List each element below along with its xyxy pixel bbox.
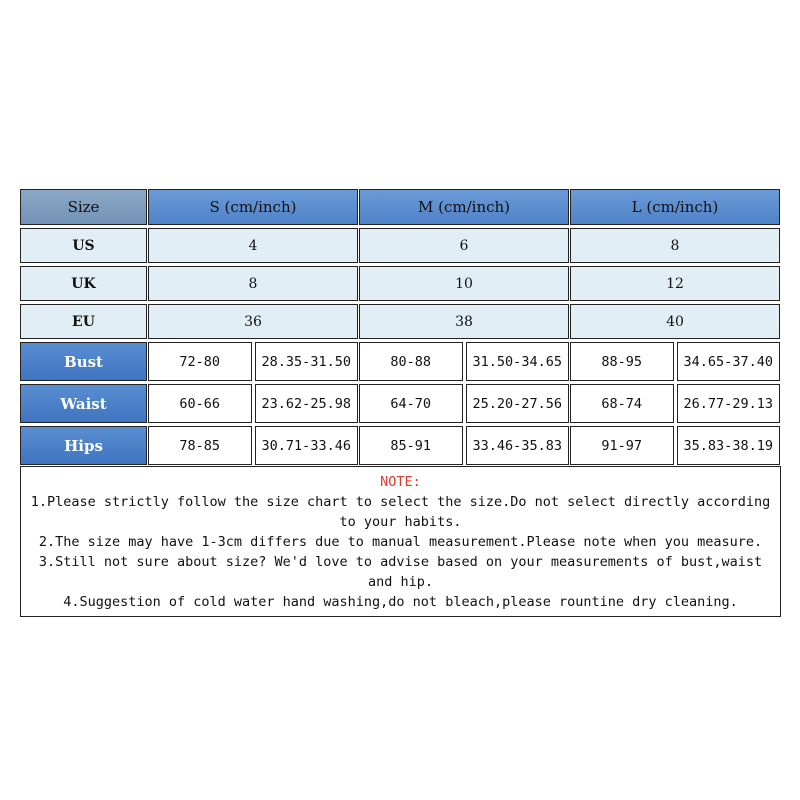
waist-m-inch: 25.20-27.56 (466, 384, 570, 423)
waist-l-cm: 68-74 (570, 384, 674, 423)
bust-l-inch: 34.65-37.40 (677, 342, 781, 381)
uk-l-value: 12 (570, 266, 780, 301)
waist-m-cell (359, 384, 569, 423)
waist-s-inch: 23.62-25.98 (255, 384, 359, 423)
waist-l-cell (570, 384, 780, 423)
bust-m-cell (359, 342, 569, 381)
bust-l-cell (570, 342, 780, 381)
size-grid (20, 189, 781, 468)
bust-s-inch: 28.35-31.50 (255, 342, 359, 381)
uk-s-value: 8 (148, 266, 358, 301)
hips-l-inch: 35.83-38.19 (677, 426, 781, 465)
size-m-header: M (cm/inch) (359, 189, 569, 225)
bust-s-cm: 72-80 (148, 342, 252, 381)
size-header: Size (20, 189, 147, 225)
hips-m-inch: 33.46-35.83 (466, 426, 570, 465)
eu-s-value: 36 (148, 304, 358, 339)
hips-s-inch: 30.71-33.46 (255, 426, 359, 465)
us-l-value: 8 (570, 228, 780, 263)
row-label-hips: Hips (20, 426, 147, 465)
bust-l-cm: 88-95 (570, 342, 674, 381)
row-label-eu: EU (20, 304, 147, 339)
note-box (20, 466, 781, 617)
row-label-uk: UK (20, 266, 147, 301)
note-line-4: 4.Suggestion of cold water hand washing,do not bleach,please rountine dry cleaning. (63, 594, 738, 610)
bust-s-cell (148, 342, 358, 381)
hips-s-cm: 78-85 (148, 426, 252, 465)
row-label-us: US (20, 228, 147, 263)
note-line-2: 2.The size may have 1-3cm differs due to manual measurement.Please note when you measure. (38, 534, 763, 550)
hips-l-cm: 91-97 (570, 426, 674, 465)
size-s-header: S (cm/inch) (148, 189, 358, 225)
us-m-value: 6 (359, 228, 569, 263)
note-title: NOTE: (380, 474, 421, 490)
hips-m-cell (359, 426, 569, 465)
waist-l-inch: 26.77-29.13 (677, 384, 781, 423)
row-label-waist: Waist (20, 384, 147, 423)
note-line-3: 3.Still not sure about size? We'd love to advise based on your measurements of bust,waist and hip. (38, 554, 763, 590)
bust-m-cm: 80-88 (359, 342, 463, 381)
note-line-1: 1.Please strictly follow the size chart to select the size.Do not select directly according to your habits. (30, 494, 771, 530)
hips-s-cell (148, 426, 358, 465)
hips-l-cell (570, 426, 780, 465)
row-label-bust: Bust (20, 342, 147, 381)
us-s-value: 4 (148, 228, 358, 263)
size-chart (20, 189, 781, 617)
bust-m-inch: 31.50-34.65 (466, 342, 570, 381)
waist-m-cm: 64-70 (359, 384, 463, 423)
waist-s-cell (148, 384, 358, 423)
eu-m-value: 38 (359, 304, 569, 339)
waist-s-cm: 60-66 (148, 384, 252, 423)
eu-l-value: 40 (570, 304, 780, 339)
uk-m-value: 10 (359, 266, 569, 301)
size-l-header: L (cm/inch) (570, 189, 780, 225)
hips-m-cm: 85-91 (359, 426, 463, 465)
